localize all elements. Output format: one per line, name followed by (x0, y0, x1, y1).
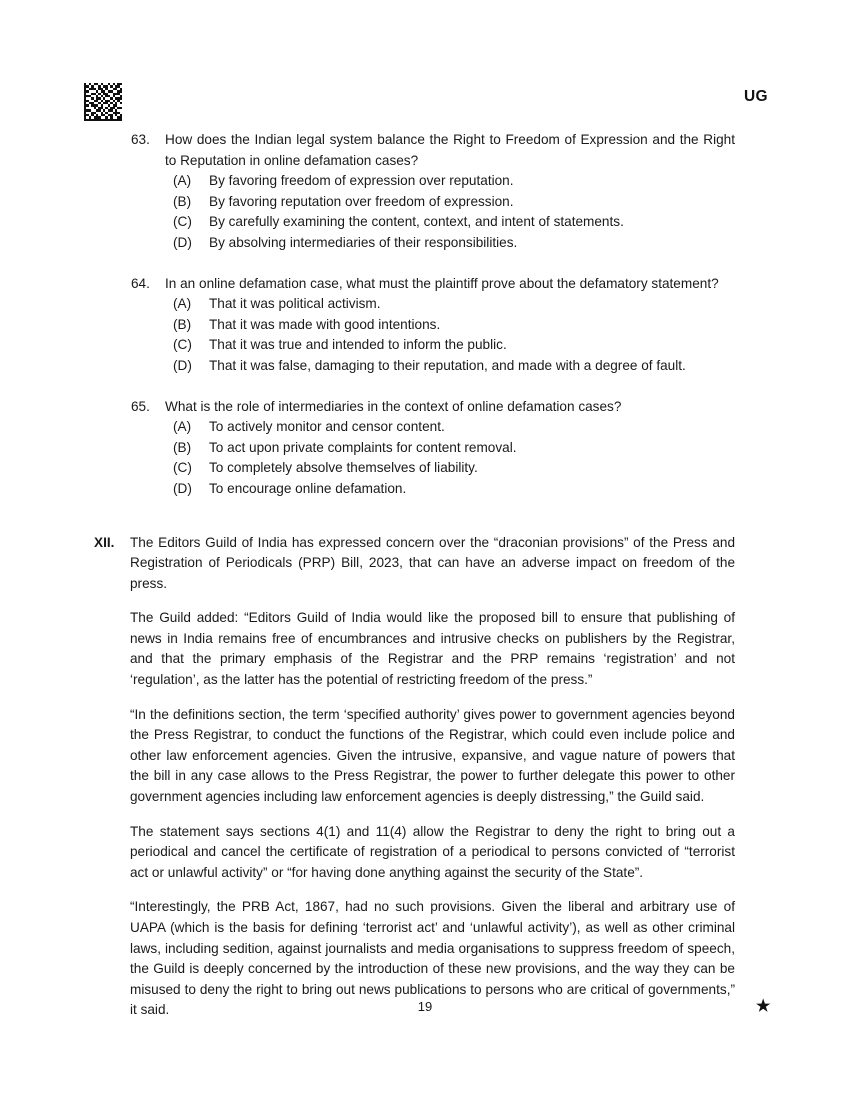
option-item[interactable] (173, 479, 735, 500)
option-text: That it was political activism. (209, 296, 381, 312)
option-text: To act upon private complaints for content removal. (209, 439, 517, 455)
booklet-type-label: UG (743, 88, 768, 105)
question-number: 64. (131, 275, 150, 291)
option-letter: (B) (173, 439, 192, 455)
passage-number: XII. (94, 534, 115, 550)
option-text: That it was made with good intentions. (209, 316, 441, 332)
option-text: To actively monitor and censor content. (209, 419, 445, 435)
passage-lead-paragraph: The Editors Guild of India has expressed concern over the “draconian provisions” of the Press and Registration of Periodicals (PRP) Bill, 2023, that can have an adverse impact on freedom of the press. (130, 534, 735, 591)
option-text: By favoring reputation over freedom of expression. (209, 193, 514, 209)
option-text: By favoring freedom of expression over reputation. (209, 173, 514, 189)
option-item[interactable] (173, 356, 735, 377)
option-item[interactable] (173, 171, 735, 192)
option-text: By carefully examining the content, context, and intent of statements. (209, 214, 624, 230)
option-text: To encourage online defamation. (209, 480, 407, 496)
datamatrix-code-icon (84, 83, 122, 121)
option-item[interactable] (173, 212, 735, 233)
option-item[interactable] (173, 458, 735, 479)
option-letter: (D) (173, 234, 192, 250)
passage-paragraph: The Guild added: “Editors Guild of India would like the proposed bill to ensure that publishing of news in India remains free of encumbrances and intrusive checks on publishers by the Registrar, and that the primary emphasis of the Registrar and the PRP remains ‘registration’ and not ‘regulation’, as the latter has the potential of restricting freedom of the press.” (130, 610, 735, 688)
option-letter: (A) (173, 419, 192, 435)
option-letter: (C) (173, 460, 192, 476)
option-item[interactable] (173, 438, 735, 459)
option-text: That it was false, damaging to their reputation, and made with a degree of fault. (209, 357, 686, 373)
option-text: By absolving intermediaries of their responsibilities. (209, 234, 518, 250)
page-content (0, 130, 850, 1035)
option-letter: (D) (173, 357, 192, 373)
option-letter: (A) (173, 173, 192, 189)
question-block (0, 397, 850, 500)
question-text: What is the role of intermediaries in the context of online defamation cases? (165, 398, 622, 414)
question-number: 63. (131, 132, 150, 147)
page-footer (0, 998, 850, 1028)
option-item[interactable] (173, 233, 735, 254)
option-letter: (D) (173, 480, 192, 496)
option-text: To completely absolve themselves of liability. (209, 460, 478, 476)
option-item[interactable] (173, 315, 735, 336)
option-letter: (B) (173, 193, 192, 209)
passage-block (0, 533, 850, 1021)
passage-paragraph: “Interestingly, the PRB Act, 1867, had no such provisions. Given the liberal and arbitrary use of UAPA (which is the basis for defining ‘terrorist act’ and ‘unlawful activity’), as well as other criminal laws, including sedition, against journalists and media organisations to suppress freedom of speech, the Guild is deeply concerned by the introduction of these new provisions, and the way they can be misused to deny the right to bring out news publications to persons who are critical of governments,” it said. (130, 899, 735, 1018)
end-of-section-mark: ★ (756, 998, 771, 1015)
option-item[interactable] (173, 294, 735, 315)
option-letter: (A) (173, 296, 192, 312)
question-block (0, 274, 850, 377)
page-header (84, 80, 768, 126)
option-letter: (C) (173, 214, 192, 230)
question-text: In an online defamation case, what must the plaintiff prove about the defamatory statement? (165, 275, 719, 291)
option-list (173, 171, 735, 253)
option-letter: (C) (173, 337, 192, 353)
question-block (0, 130, 850, 254)
passage-paragraph: “In the definitions section, the term ‘specified authority’ gives power to government agencies beyond the Press Registrar, to conduct the functions of the Registrar, which could even include police and other law enforcement agencies. Given the intrusive, expansive, and vague nature of powers that the bill in any case allows to the Press Registrar, the power to further delegate this power to other government agencies including law enforcement agencies is deeply distressing,” the Guild said. (130, 706, 735, 805)
option-item[interactable] (173, 417, 735, 438)
option-text: That it was true and intended to inform the public. (209, 337, 507, 353)
option-list (173, 294, 735, 376)
option-item[interactable] (173, 192, 735, 213)
option-item[interactable] (173, 335, 735, 356)
option-list (173, 417, 735, 499)
option-letter: (B) (173, 316, 192, 332)
page-number: 19 (417, 999, 433, 1014)
question-number: 65. (131, 398, 150, 414)
question-text: How does the Indian legal system balance the Right to Freedom of Expression and the Right to Reputation in online defamation cases? (165, 132, 735, 168)
passage-paragraph: The statement says sections 4(1) and 11(4) allow the Registrar to deny the right to bring out a periodical and cancel the certificate of registration of a periodical to persons convicted of “terrorist act or unlawful activity” or “for having done anything against the security of the State”. (130, 823, 735, 880)
